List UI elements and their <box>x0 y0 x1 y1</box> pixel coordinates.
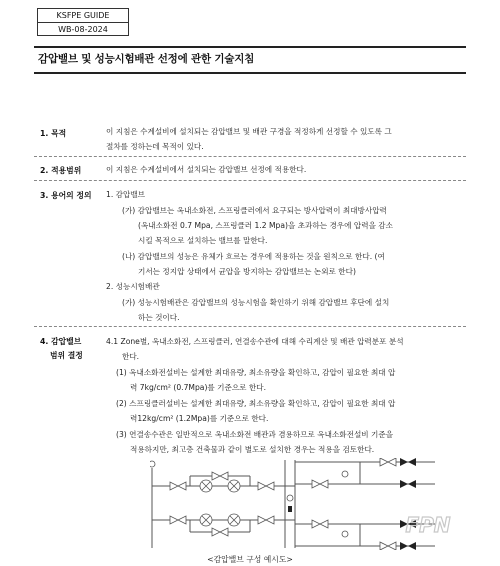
section-purpose-line-2: 절차를 정하는데 목적이 있다. <box>106 142 204 151</box>
definition-item-2-title: 2. 성능시험배관 <box>106 282 160 291</box>
section-purpose-line-1: 이 지침은 수계설비에 설치되는 감압밸브 및 배관 구경을 적정하게 선정할 수 있도록 그 <box>106 127 392 136</box>
section-divider <box>34 180 466 181</box>
definition-item-1-title: 1. 감압밸브 <box>106 190 146 199</box>
section-scope-text: 이 지침은 수계설비에서 설치되는 감압밸브 선정에 적용한다. <box>106 165 307 174</box>
range-intro-line-2: 한다. <box>122 352 140 361</box>
title-bottom-rule <box>34 72 466 74</box>
title-top-rule <box>34 46 466 48</box>
range-item-2-line-1: (2) 스프링클러설비는 설계한 최대유량, 최소유량을 확인하고, 감압이 필요한 최대 압 <box>116 399 396 408</box>
definition-2-ga-line-2: 하는 것이다. <box>138 313 180 322</box>
range-item-1-line-2: 력 7kg/cm² (0.7Mpa)를 기준으로 한다. <box>130 383 267 392</box>
section-scope-label: 2. 적용범위 <box>40 166 82 175</box>
section-purpose-label: 1. 목적 <box>40 129 67 138</box>
range-intro-line-1: 4.1 Zone별, 옥내소화전, 스프링클러, 연결송수관에 대해 수리계산 및 배관 압력분포 분석 <box>106 337 404 346</box>
section-divider <box>34 326 466 327</box>
definition-1-ga-line-2: (옥내소화전 0.7 Mpa, 스프링클러 1.2 Mpa)을 초과하는 경우에 압력을 감소 <box>138 221 393 230</box>
definition-2-ga-line-1: (가) 성능시험배관은 감압밸브의 성능시험을 확인하기 위해 감압밸브 후단에 설치 <box>122 298 390 307</box>
document-number: WB-08-2024 <box>38 22 128 35</box>
section-range-label-line-2: 범위 결정 <box>50 351 83 360</box>
section-divider <box>34 156 466 157</box>
definition-1-ga-line-1: (가) 감압밸브는 옥내소화전, 스프링클러에서 요구되는 방사압력이 최대방사압력 <box>122 206 387 215</box>
range-item-3-line-1: (3) 연결송수관은 일반적으로 옥내소화전 배관과 겸용하므로 옥내소화전설비 기준을 <box>116 430 394 439</box>
figure-caption: <감압밸브 구성 예시도> <box>207 555 293 564</box>
range-item-3-line-2: 적용하지만, 최고층 건축물과 같이 별도로 설치한 경우는 적용을 검토한다. <box>130 445 375 454</box>
range-item-1-line-1: (1) 옥내소화전설비는 설계한 최대유량, 최소유량을 확인하고, 감압이 필요한 최대 압 <box>116 368 396 377</box>
definition-1-ga-line-3: 시킬 목적으로 설치하는 밸브를 말한다. <box>138 236 268 245</box>
watermark-text: FPN <box>405 513 451 537</box>
section-range-label-line-1: 4. 감압밸브 <box>40 337 82 346</box>
section-definitions-label: 3. 용어의 정의 <box>40 191 92 200</box>
guide-header-box <box>37 8 129 36</box>
guide-label: KSFPE GUIDE <box>56 11 110 20</box>
definition-1-na-line-2: 기서는 정지압 상태에서 균압을 방지하는 감압밸브는 논외로 한다) <box>138 267 356 276</box>
fpn-watermark-logo <box>398 508 458 542</box>
pressure-reducing-valve-diagram <box>150 458 440 550</box>
document-title: 감압밸브 및 성능시험배관 선정에 관한 기술지침 <box>38 53 255 65</box>
range-item-2-line-2: 력12kg/cm² (1.2Mpa)를 기준으로 한다. <box>130 414 269 423</box>
definition-1-na-line-1: (나) 감압밸브의 성능은 유체가 흐르는 경우에 적용하는 것을 원칙으로 한다. (여 <box>122 252 385 261</box>
